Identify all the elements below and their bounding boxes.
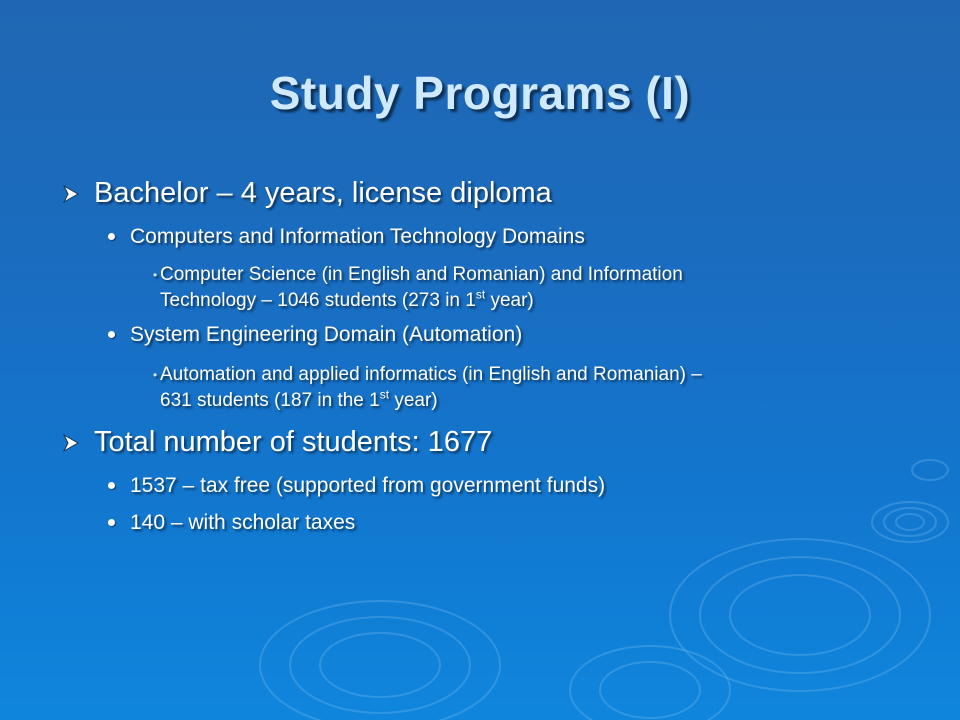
bullet-total-students-text: Total number of students: 1677 (94, 426, 493, 458)
bullet-computer-science (153, 262, 860, 314)
bullet-automation-line1: Automation and applied informatics (in English and Romanian) – (160, 364, 702, 385)
bullet-bachelor-text: Bachelor – 4 years, license diploma (94, 177, 552, 209)
bullet-tax-free-text: 1537 – tax free (supported from government funds) (130, 474, 606, 497)
bullet-computers-it-text: Computers and Information Technology Domains (130, 225, 585, 248)
bullet-total-students (62, 425, 492, 459)
dot-icon (108, 331, 115, 338)
dot-icon (108, 233, 115, 240)
bullet-scholar-taxes (108, 510, 355, 536)
dot-icon (108, 519, 115, 526)
arrowhead-right-icon (62, 176, 94, 210)
bullet-system-engineering-text: System Engineering Domain (Automation) (130, 323, 523, 346)
bullet-computers-it (108, 224, 585, 250)
dot-icon (108, 482, 115, 489)
bullet-scholar-taxes-text: 140 – with scholar taxes (130, 511, 356, 534)
small-dot-icon: • (153, 268, 158, 282)
bullet-automation (153, 362, 860, 414)
slide-title: Study Programs (I) (269, 67, 691, 119)
arrowhead-right-icon (62, 425, 94, 459)
bullet-tax-free (108, 473, 605, 499)
small-dot-icon: • (153, 368, 158, 382)
bullet-bachelor (62, 176, 552, 210)
bullet-automation-line2: 631 students (187 in the 1st year) (160, 387, 438, 411)
bullet-computer-science-line1: Computer Science (in English and Romanian) and Information (160, 264, 683, 285)
bullet-system-engineering (108, 322, 522, 348)
bullet-computer-science-line2: Technology – 1046 students (273 in 1st year) (160, 287, 534, 311)
